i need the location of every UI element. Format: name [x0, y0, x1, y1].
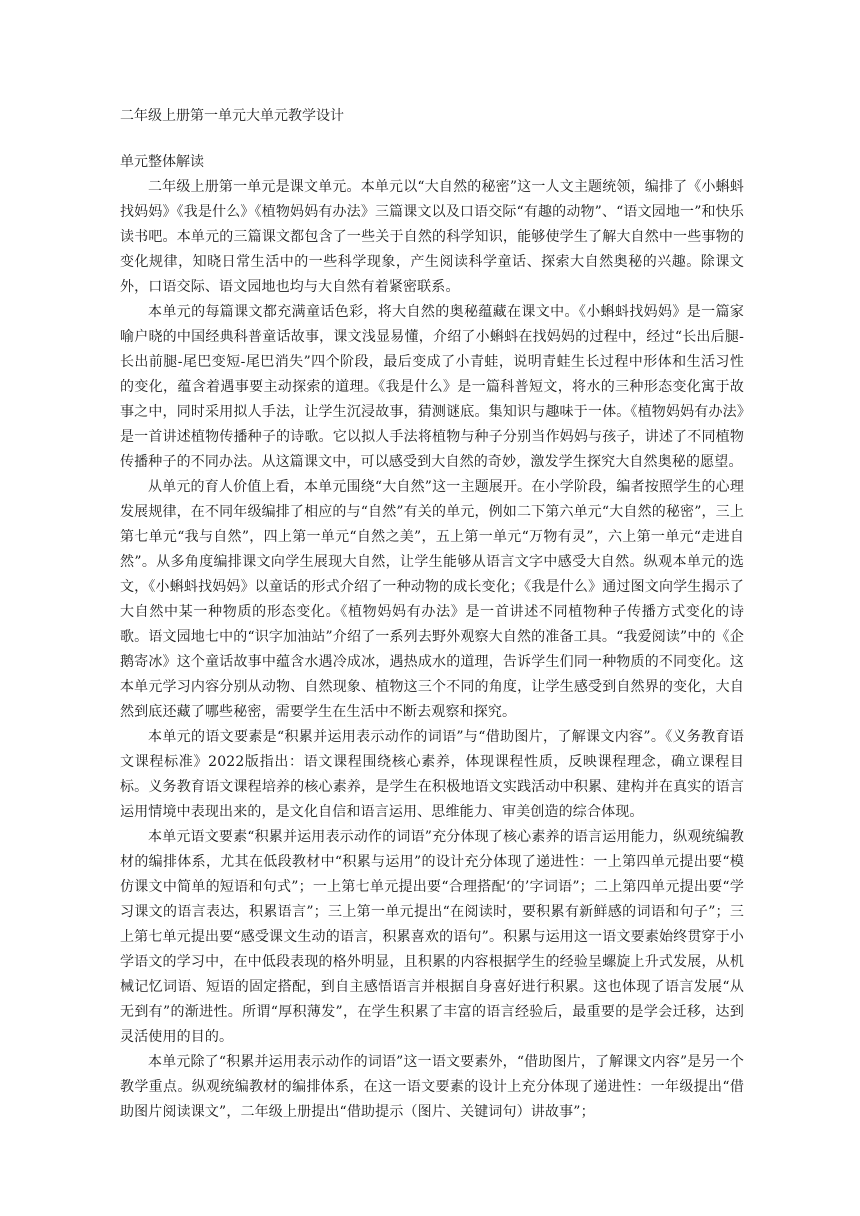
- paragraph-picture-reading: 本单元除了“积累并运用表示动作的词语”这一语文要素外，“借助图片，了解课文内容”是另一个教学重点。纵观统编教材的编排体系，在这一语文要素的设计上充分体现了递进性：一年级提出“借助图片阅读课文”，二年级上册提出“借助提示（图片、关键词句）讲故事”；: [120, 1054, 744, 1120]
- paragraph-accumulation-progression: 本单元语文要素“积累并运用表示动作的词语”充分体现了核心素养的语言运用能力，纵观统编教材的编排体系，尤其在低段教材中“积累与运用”的设计充分体现了递进性：一上第四单元提出要“模仿课文中简单的短语和句式”；一上第七单元提出要“合理搭配‘的’字词语”；二上第四单元提出要“学习课文的语言表达，积累语言”；三上第一单元提出“在阅读时，要积累有新鲜感的词语和句子”；三上第七单元提出要“感受课文生动的语言，积累喜欢的语句”。积累与运用这一语文要素始终贯穿于小学语文的学习中，在中低段表现的格外明显，且积累的内容根据学生的经验呈螺旋上升式发展，从机械记忆词语、短语的固定搭配，到自主感悟语言并根据自身喜好进行积累。这也体现了语言发展“从无到有”的渐进性。所谓“厚积薄发”，在学生积累了丰富的语言经验后，最重要的是学会迁移，达到灵活使用的目的。: [120, 829, 744, 1045]
- title-spacer: [120, 129, 744, 150]
- document-title: 二年级上册第一单元大单元教学设计: [120, 108, 344, 124]
- paragraph-lesson-features: 本单元的每篇课文都充满童话色彩，将大自然的奥秘蕴藏在课文中。《小蝌蚪找妈妈》是一篇家喻户晓的中国经典科普童话故事，课文浅显易懂，介绍了小蝌蚪在找妈妈的过程中，经过“长出后腿-长出前腿-尾巴变短-尾巴消失”四个阶段，最后变成了小青蛙，说明青蛙生长过程中形体和生活习性的变化，蕴含着遇事要主动探索的道理。《我是什么》是一篇科普短文，将水的三种形态变化寓于故事之中，同时采用拟人手法，让学生沉浸故事，猜测谜底。集知识与趣味于一体。《植物妈妈有办法》是一首讲述植物传播种子的诗歌。它以拟人手法将植物与种子分别当作妈妈与孩子，讲述了不同植物传播种子的不同办法。从这篇课文中，可以感受到大自然的奇妙，激发学生探究大自然奥秘的愿望。: [120, 304, 744, 470]
- section-heading: 单元整体解读: [120, 154, 204, 170]
- document-page: [120, 104, 744, 1125]
- paragraph-educational-value: 从单元的育人价值上看，本单元围绕“大自然”这一主题展开。在小学阶段，编者按照学生的心理发展规律，在不同年级编排了相应的与“自然”有关的单元，例如二下第六单元“大自然的秘密”，三上第七单元“我与自然”，四上第一单元“自然之美”，五上第一单元“万物有灵”，六上第一单元“走进自然”。从多角度编排课文向学生展现大自然，让学生能够从语言文字中感受大自然。纵观本单元的选文，《小蝌蚪找妈妈》以童话的形式介绍了一种动物的成长变化；《我是什么》通过图文向学生揭示了大自然中某一种物质的形态变化。《植物妈妈有办法》是一首讲述不同植物种子传播方式变化的诗歌。语文园地七中的“识字加油站”介绍了一系列去野外观察大自然的准备工具。“我爱阅读”中的《企鹅寄冰》这个童话故事中蕴含水遇冷成冰，遇热成水的道理，告诉学生们同一种物质的不同变化。这本单元学习内容分别从动物、自然现象、植物这三个不同的角度，让学生感受到自然界的变化，大自然到底还藏了哪些秘密，需要学生在生活中不断去观察和探究。: [120, 479, 744, 720]
- paragraph-unit-overview: 二年级上册第一单元是课文单元。本单元以“大自然的秘密”这一人文主题统领，编排了《小蝌蚪找妈妈》《我是什么》《植物妈妈有办法》三篇课文以及口语交际“有趣的动物”、“语文园地一”和快乐读书吧。本单元的三篇课文都包含了一些关于自然的科学知识，能够使学生了解大自然中一些事物的变化规律，知晓日常生活中的一些科学现象，产生阅读科学童话、探索大自然奥秘的兴趣。除课文外，口语交际、语文园地也均与大自然有着紧密联系。: [120, 179, 744, 295]
- paragraph-language-elements: 本单元的语文要素是“积累并运用表示动作的词语”与“借助图片，了解课文内容”。《义务教育语文课程标准》2022版指出：语文课程围绕核心素养，体现课程性质，反映课程理念，确立课程目标。义务教育语文课程培养的核心素养，是学生在积极地语文实践活动中积累、建构并在真实的语言运用情境中表现出来的，是文化自信和语言运用、思维能力、审美创造的综合体现。: [120, 729, 744, 820]
